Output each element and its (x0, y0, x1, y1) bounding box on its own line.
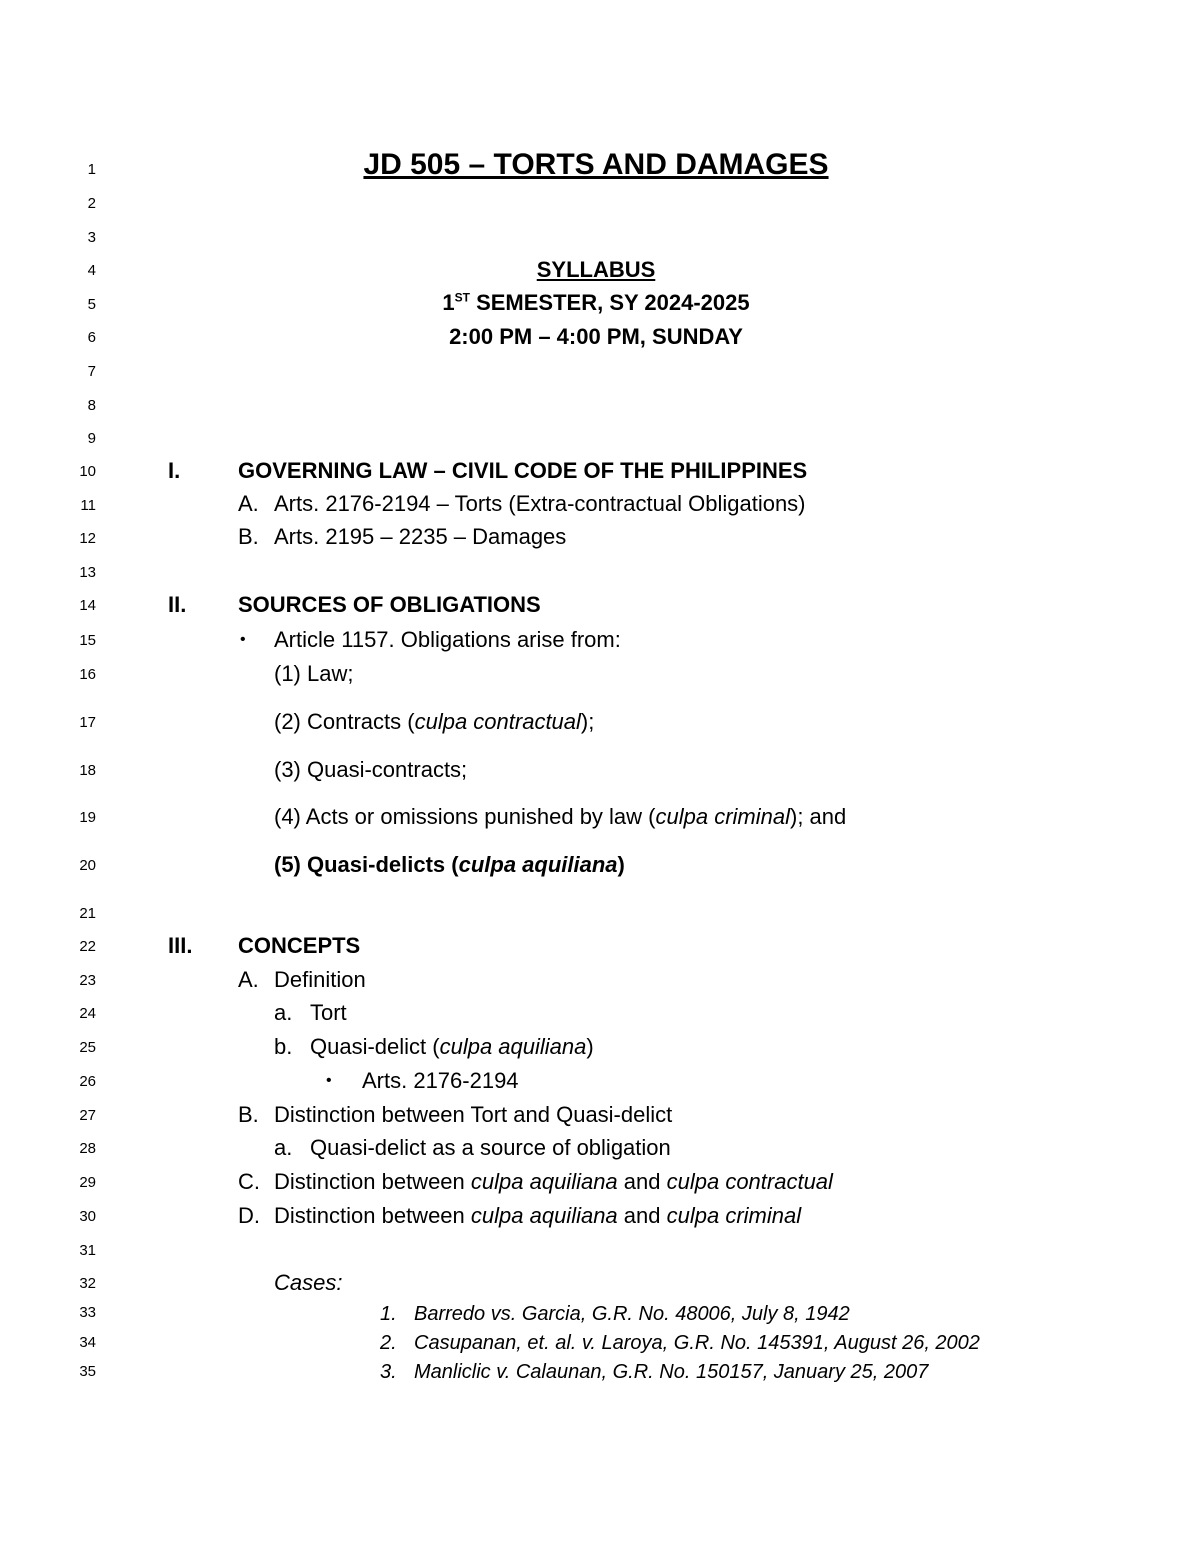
case-1-text: Barredo vs. Garcia, G.R. No. 48006, July 8, 1942 (414, 1303, 850, 1325)
line-number: 28 (79, 1140, 96, 1157)
section-3-a2-text (310, 1034, 594, 1060)
obligation-item-1: (1) Law; (274, 661, 354, 686)
section-3-a-text: Definition (274, 967, 366, 992)
line-number: 25 (79, 1039, 96, 1056)
obligation-item-5-text: (5) Quasi-delicts ( (274, 852, 459, 877)
line-number: 26 (79, 1073, 96, 1090)
line-number: 24 (79, 1005, 96, 1022)
line-number: 9 (87, 430, 96, 447)
section-3-a1-marker: a. (274, 1000, 293, 1025)
case-3-text: Manliclic v. Calaunan, G.R. No. 150157, January 25, 2007 (414, 1361, 929, 1383)
line-number: 13 (79, 564, 96, 581)
line-number: 15 (79, 632, 96, 649)
obligation-item-5-end: ) (617, 852, 625, 877)
section-2-heading: SOURCES OF OBLIGATIONS (238, 592, 541, 617)
line-number: 30 (79, 1208, 96, 1225)
line-number: 5 (87, 296, 96, 313)
section-3-c-label: Distinction between (274, 1169, 471, 1194)
line-number: 3 (87, 229, 96, 246)
semester-ordinal: ST (454, 290, 470, 305)
section-3-a2-label: Quasi-delict ( (310, 1034, 440, 1059)
case-1-marker: 1. (380, 1303, 397, 1325)
line-number: 34 (79, 1334, 96, 1351)
line-number: 8 (87, 397, 96, 414)
line-number: 7 (87, 363, 96, 380)
line-number: 16 (79, 666, 96, 683)
bullet-icon: • (240, 631, 246, 648)
line-number: 22 (79, 938, 96, 955)
line-number: 2 (87, 195, 96, 212)
obligation-item-2-end: ); (580, 709, 595, 734)
section-1-a-marker: A. (238, 491, 259, 516)
section-3-a2-term: culpa aquiliana (439, 1034, 587, 1059)
obligation-item-3: (3) Quasi-contracts; (274, 757, 468, 782)
case-2-marker: 2. (380, 1332, 397, 1354)
obligation-item-5-term: culpa aquiliana (458, 852, 618, 877)
section-3-b1-text: Quasi-delict as a source of obligation (310, 1135, 671, 1160)
line-number: 11 (80, 497, 96, 514)
line-number: 20 (79, 857, 96, 874)
document-title: JD 505 – TORTS AND DAMAGES (363, 148, 829, 181)
section-3-c-text (274, 1169, 833, 1195)
line-number: 33 (79, 1304, 96, 1321)
section-3-a2-sub: Arts. 2176-2194 (362, 1068, 519, 1093)
line-number: 1 (87, 161, 96, 178)
section-3-b-text: Distinction between Tort and Quasi-delict (274, 1102, 673, 1127)
line-number: 32 (79, 1275, 96, 1292)
section-3-d-marker: D. (238, 1203, 260, 1228)
line-number: 14 (79, 597, 96, 614)
section-3-c-term-1: culpa aquiliana (470, 1169, 618, 1194)
section-3-a-marker: A. (238, 967, 259, 992)
bullet-icon: • (326, 1072, 332, 1089)
cases-label: Cases: (274, 1270, 343, 1295)
section-3-heading: CONCEPTS (238, 933, 361, 958)
section-3-c-and: and (617, 1169, 667, 1194)
line-number: 27 (79, 1107, 96, 1124)
semester-text: SEMESTER, SY 2024-2025 (469, 290, 750, 315)
obligation-item-2 (274, 709, 594, 735)
section-3-d-and: and (617, 1203, 667, 1228)
section-3-c-term-2: culpa contractual (666, 1169, 833, 1194)
section-1-b-text: Arts. 2195 – 2235 – Damages (274, 524, 567, 549)
line-number: 35 (79, 1363, 96, 1380)
line-number: 4 (87, 262, 96, 279)
line-number: 21 (79, 905, 96, 922)
section-1-heading: GOVERNING LAW – CIVIL CODE OF THE PHILIPPINES (238, 458, 808, 483)
line-number: 6 (87, 329, 96, 346)
section-2-number: II. (168, 592, 187, 617)
obligation-item-4 (274, 804, 846, 830)
section-1-a-text: Arts. 2176-2194 – Torts (Extra-contractual Obligations) (274, 491, 806, 516)
section-3-d-term-1: culpa aquiliana (470, 1203, 618, 1228)
line-number: 29 (79, 1174, 96, 1191)
line-number: 18 (79, 762, 96, 779)
schedule-line: 2:00 PM – 4:00 PM, SUNDAY (449, 324, 743, 349)
semester-line (0, 290, 1192, 316)
section-3-d-text (274, 1203, 801, 1229)
section-3-b1-marker: a. (274, 1135, 293, 1160)
syllabus-heading: SYLLABUS (536, 257, 656, 282)
section-3-c-marker: C. (238, 1169, 260, 1194)
section-3-a1-text: Tort (310, 1000, 347, 1025)
obligation-item-4-term: culpa criminal (655, 804, 790, 829)
obligation-item-4-text: (4) Acts or omissions punished by law ( (274, 804, 656, 829)
section-3-a2-marker: b. (274, 1034, 293, 1059)
section-1-b-marker: B. (238, 524, 259, 549)
case-2-text: Casupanan, et. al. v. Laroya, G.R. No. 145391, August 26, 2002 (414, 1332, 980, 1354)
section-1-number: I. (168, 458, 181, 483)
section-3-d-label: Distinction between (274, 1203, 471, 1228)
semester-number: 1 (442, 290, 455, 315)
line-number: 31 (79, 1242, 96, 1259)
line-number: 10 (79, 463, 96, 480)
line-number: 12 (79, 530, 96, 547)
section-3-b-marker: B. (238, 1102, 259, 1127)
line-number: 19 (79, 809, 96, 826)
article-1157-intro: Article 1157. Obligations arise from: (274, 627, 621, 652)
line-number: 17 (79, 714, 96, 731)
obligation-item-2-term: culpa contractual (414, 709, 581, 734)
case-3-marker: 3. (380, 1361, 397, 1383)
section-3-d-term-2: culpa criminal (666, 1203, 802, 1228)
section-3-number: III. (168, 933, 193, 958)
line-number: 23 (79, 972, 96, 989)
obligation-item-2-text: (2) Contracts ( (274, 709, 415, 734)
obligation-item-5 (274, 852, 625, 878)
section-3-a2-end: ) (586, 1034, 594, 1059)
obligation-item-4-end: ); and (790, 804, 847, 829)
